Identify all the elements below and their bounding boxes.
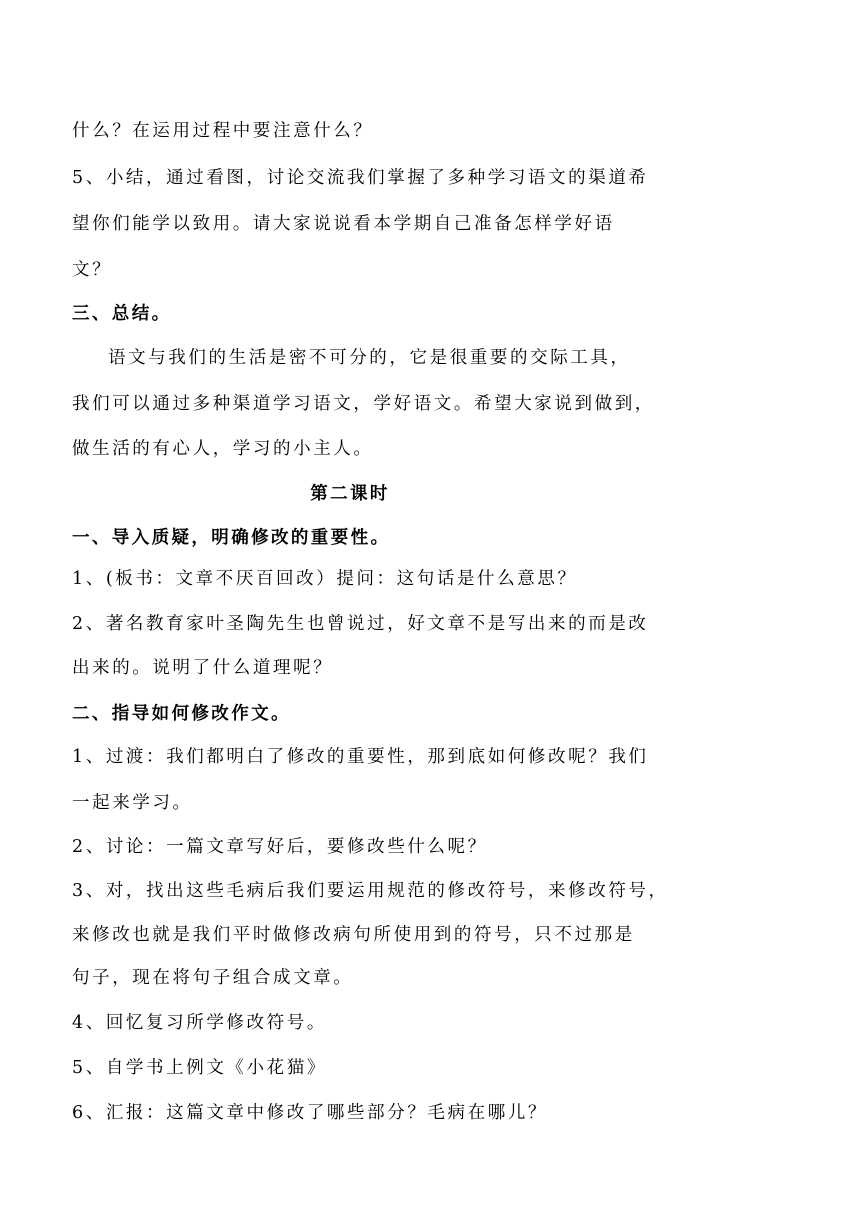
paragraph-line: 3、对，找出这些毛病后我们要运用规范的修改符号，来修改符号， [72,881,669,901]
paragraph-line: 句子，现在将句子组合成文章。 [72,968,354,988]
paragraph-line: 5、小结，通过看图，讨论交流我们掌握了多种学习语文的渠道希 [72,168,649,188]
paragraph-line: 4、回忆复习所学修改符号。 [72,1013,327,1033]
paragraph-line: 做生活的有心人，学习的小主人。 [72,439,374,459]
paragraph-line: 语文与我们的生活是密不可分的，它是很重要的交际工具， [108,348,631,368]
paragraph-line: 我们可以通过多种渠道学习语文，学好语文。希望大家说到做到， [72,394,655,414]
paragraph-line: 1、过渡：我们都明白了修改的重要性，那到底如何修改呢？我们 [72,747,649,767]
section-heading-guidance: 二、指导如何修改作文。 [72,704,291,724]
paragraph-line: 2、讨论：一篇文章写好后，要修改些什么呢？ [72,837,488,857]
section-heading-summary: 三、总结。 [72,304,172,324]
paragraph-line: 6、汇报：这篇文章中修改了哪些部分？毛病在哪儿？ [72,1103,549,1123]
paragraph-line: 一起来学习。 [72,793,193,813]
paragraph-line: 1、(板书：文章不厌百回改）提问：这句话是什么意思？ [72,569,578,589]
paragraph-line: 什么？在运用过程中要注意什么？ [72,121,374,141]
section-heading-intro: 一、导入质疑，明确修改的重要性。 [72,528,391,548]
paragraph-line: 来修改也就是我们平时做修改病句所使用到的符号，只不过那是 [72,925,635,945]
paragraph-line: 望你们能学以致用。请大家说说看本学期自己准备怎样学好语 [72,214,615,234]
paragraph-line: 文？ [72,260,113,280]
lesson-title: 第二课时 [310,484,390,504]
paragraph-line: 5、自学书上例文《小花猫》 [72,1058,327,1078]
paragraph-line: 2、著名教育家叶圣陶先生也曾说过，好文章不是写出来的而是改 [72,614,649,634]
paragraph-line: 出来的。说明了什么道理呢？ [72,658,334,678]
